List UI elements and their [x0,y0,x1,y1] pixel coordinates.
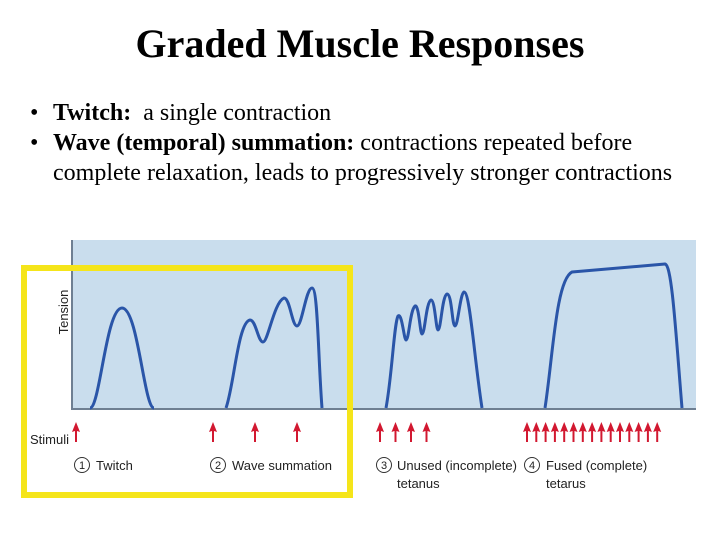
panel-label: Fused (complete) [546,458,648,473]
stimulus-arrow [597,422,605,442]
stimulus-arrow [72,422,80,442]
stimulus-arrow [570,422,578,442]
stimulus-arrow [625,422,633,442]
panel-number: 2 [214,460,222,472]
panel-number: 3 [380,460,388,472]
y-axis-label: Tension [56,289,71,335]
stimulus-arrow [376,422,384,442]
stimulus-arrow [579,422,587,442]
panel-number: 4 [528,460,536,472]
stimulus-arrow [523,422,531,442]
stimulus-arrow [407,422,415,442]
panel-label: Wave summation [232,458,332,473]
stimulus-arrow [644,422,652,442]
stimulus-arrow [551,422,559,442]
stimulus-arrow [293,422,301,442]
panel-label-wave-summation [211,458,332,474]
panel-label-line2: tetanus [397,476,440,491]
bullet-term: Twitch: [53,100,132,126]
bullet-marker: • [30,130,39,156]
stimulus-arrow [542,422,550,442]
figure-svg [0,236,720,540]
stimulus-arrow [635,422,643,442]
stimulus-arrow [423,422,431,442]
bullet-text: a single contraction [131,100,332,126]
stimulus-arrow [560,422,568,442]
bullet-text: contractions repeated before complete relaxation, leads to progressively stronger contractions [53,130,673,186]
panel-label-line2: tetarus [546,476,586,491]
bullet-twitch [30,98,690,128]
stimuli-label: Stimuli [30,432,70,447]
stimulus-arrow [532,422,540,442]
bullet-marker: • [30,100,39,126]
panel-label: Twitch [96,458,133,473]
panel-label: Unused (incomplete) [397,458,517,473]
stimulus-arrows [72,422,661,442]
panel-number: 1 [78,460,86,472]
stimulus-arrow [209,422,217,442]
slide-title: Graded Muscle Responses [135,21,585,66]
stimulus-arrow [653,422,661,442]
bullet-list [30,98,690,188]
panel-label-fused-tetanus [525,458,648,492]
panel-labels [75,458,648,492]
stimulus-arrow [392,422,400,442]
panel-label-twitch [75,458,133,474]
bullet-wave-summation [30,128,690,188]
muscle-response-figure [0,236,720,540]
stimulus-arrow [616,422,624,442]
bullet-term: Wave (temporal) summation: [53,130,355,156]
panel-label-unfused-tetanus [377,458,517,492]
stimulus-arrow [588,422,596,442]
stimulus-arrow [607,422,615,442]
stimulus-arrow [251,422,259,442]
